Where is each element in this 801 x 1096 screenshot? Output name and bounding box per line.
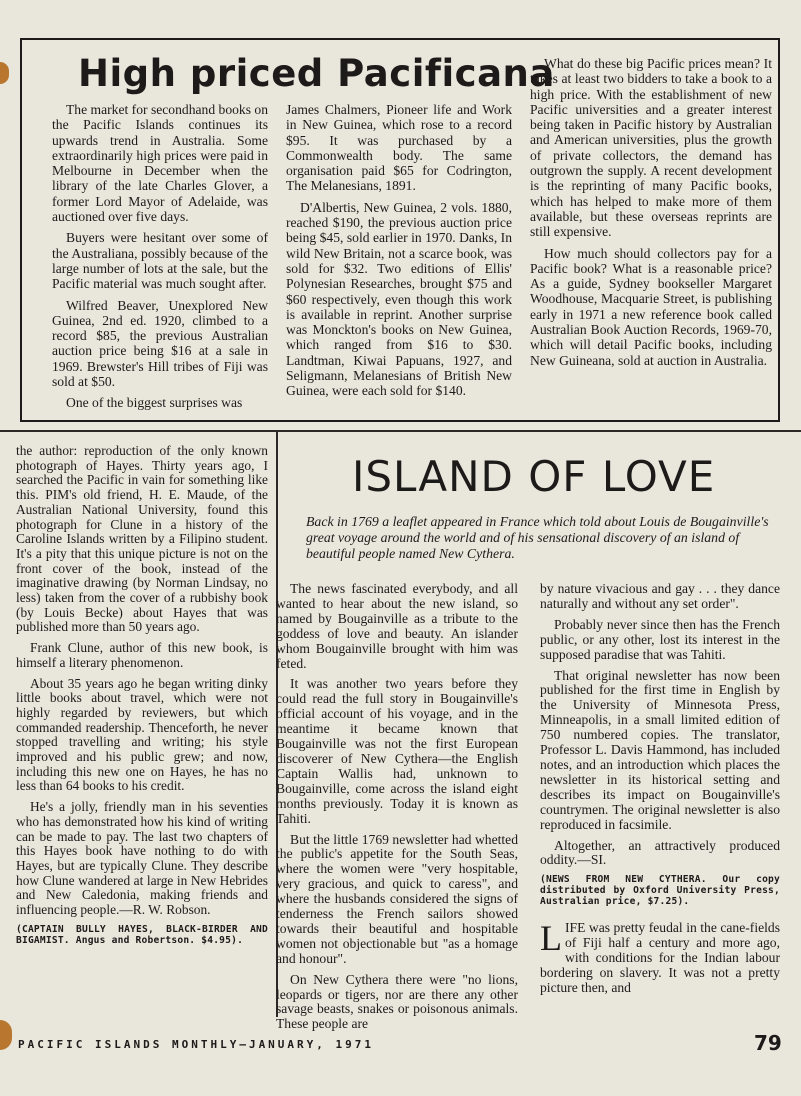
next-article-text: IFE was pretty feudal in the cane-fields of Fiji half a century and more ago, with conditions for the Indian labour bordering on slavery. It was not a pretty picture then, and bbox=[540, 920, 780, 995]
paragraph: One of the biggest surprises was bbox=[66, 395, 243, 411]
article2-column-2 bbox=[540, 582, 780, 996]
book-citation: (CAPTAIN BULLY HAYES, BLACK-BIRDER AND BIGAMIST. Angus and Robertson. $4.95). bbox=[16, 923, 268, 946]
paragraph: On New Cythera there were "no lions, leopards or tigers, nor are there any other savage beasts, snakes or poisonous animals. These people are bbox=[276, 971, 518, 1032]
horizontal-divider bbox=[0, 430, 801, 432]
paragraph: Altogether, an attractively produced oddity.—SI. bbox=[540, 837, 780, 868]
paragraph: the author: reproduction of the only known photograph of Hayes. Thirty years ago, I searched the Pacific in vain for something like this. PIM's old friend, H. E. Maude, of the Australian National University, found this photograph for Clune in a history of the Caroline Islands written by a Filipino student. It's a pity that this unique picture is not on the front cover of the book, instead of the imaginative drawing (by Norman Lindsay, no less) taken from the cover of a rubbishy book (by Louis Becke) about Hayes that was published more than 50 years ago. bbox=[16, 443, 268, 635]
paragraph: The news fascinated everybody, and all wanted to hear about the new island, so named by Bougainville as a tribute to the goddess of love and beauty. An islander whom Bougainville brought with him was feted. bbox=[276, 581, 518, 671]
paragraph: It was another two years before they could read the full story in Bougainville's official account of his voyage, and in the meantime it became known that Bougainville was not the first European discoverer of New Cythera—the English Captain Wallis had, unknown to Bougainville, come across the island eight months previously. Today it is known as Tahiti. bbox=[276, 676, 518, 826]
review-continued-column bbox=[16, 444, 268, 946]
paragraph: He's a jolly, friendly man in his seventies who has demonstrated how his kind of writing can be made to pay. The last two chapters of this Hayes book have nothing to do with Hayes, but are typically Clune. They describe how Clune wandered at large in New Hebrides and New Caledonia, making friends and influencing people.—R. W. Robson. bbox=[16, 799, 268, 918]
article1-column-3 bbox=[530, 56, 772, 374]
drop-cap: L bbox=[540, 918, 562, 959]
paragraph: James Chalmers, Pioneer life and Work in New Guinea, which rose to a record $95. It was purchased by a Commonwealth body. The same organisation paid $65 for Codrington, The Melanesians, 1891. bbox=[286, 102, 512, 194]
paragraph: How much should collectors pay for a Pacific book? What is a reasonable price? As a guide, Sydney bookseller Margaret Woodhouse, Macquarie Street, is publishing early in 1971 a new reference book called Australian Book Auction Records, 1969-70, which will detail Pacific books, including New Guineana, sold at auction in Australia. bbox=[530, 245, 772, 368]
article-intro: Back in 1769 a leaflet appeared in France which told about Louis de Bougainville's great voyage around the world and of his sensational discovery of an island of beautiful people named New Cythera. bbox=[306, 514, 769, 561]
paragraph: Wilfred Beaver, Unexplored New Guinea, 2nd ed. 1920, climbed to a record $85, the previous Australian auction price being $16 at a sale in 1969. Brewster's Hill tribes of Fiji was sold at $50. bbox=[52, 297, 268, 390]
paragraph: D'Albertis, New Guinea, 2 vols. 1880, reached $190, the previous auction price being $45, sold earlier in 1970. Danks, In wild New Britain, not a scarce book, was sold for $32. Two editions of Ellis' Polynesian Researches, brought $75 and $60 respectively, even though this work is available in reprint. Another surprise was Monckton's books on New Guinea, which ranged from $16 to $30. Landtman, Kiwai Papuans, 1927, and Seligmann, Melanesians of British New Guinea, were each sold for $140. bbox=[286, 199, 512, 399]
paragraph: But the little 1769 newsletter had whetted the public's appetite for the South Seas, where the women were "very hospitable, very gracious, and quick to caress", and where the husbands considered the signs of tenderness the French sailors showed towards their beautiful and hospitable women not objectionable but "as a homage and honour". bbox=[276, 831, 518, 966]
page-footer bbox=[0, 1031, 801, 1058]
paragraph: About 35 years ago he began writing dinky little books about travel, which were not highly regarded by reviewers, but which commanded readership. Thenceforth, he never stopped travelling and writing; his style improved and his public grew; and now, including this new one on Hayes, he has no less than 64 books to his credit. bbox=[16, 675, 268, 794]
paragraph: Probably never since then has the French public, or any other, lost its interest in the supposed paradise that was Tahiti. bbox=[540, 616, 780, 662]
paragraph: What do these big Pacific prices mean? It takes at least two bidders to take a book to a high price. With the establishment of new Pacific universities and a greater interest being taken in Pacific history by Australian and American universities, plus the growth of private collectors, the demand has outgrown the supply. A recent development is the reprinting of many Pacific books, which has helped to make more of them available, but these overseas reprints are still expensive. bbox=[530, 56, 772, 240]
paragraph: by nature vivacious and gay . . . they dance naturally and without any set order". bbox=[540, 581, 780, 611]
page-edge-mark-top bbox=[0, 62, 9, 84]
book-citation: (NEWS FROM NEW CYTHERA. Our copy distributed by Oxford University Press, Australian price, $7.25). bbox=[540, 874, 780, 908]
article-title-high-priced-pacificana: High priced Pacificana bbox=[78, 52, 555, 95]
article2-column-1 bbox=[276, 582, 518, 1038]
paragraph: The market for secondhand books on the Pacific Islands continues its upwards trend in Australia. Some extraordinarily high prices were paid in Melbourne in December when the library of the late Charles Glover, a former Lord Mayor of Adelaide, was auctioned over five days. bbox=[52, 102, 268, 225]
paragraph: Buyers were hesitant over some of the Australiana, possibly because of the large number of lots at the sale, but the Pacific material was much sought after. bbox=[52, 230, 268, 292]
article1-column-2 bbox=[286, 102, 512, 405]
next-article-start bbox=[540, 918, 780, 996]
article-title-island-of-love: ISLAND OF LOVE bbox=[352, 452, 716, 501]
article1-column-1 bbox=[52, 102, 268, 417]
paragraph: That original newsletter has now been published for the first time in English by the University of Minnesota Press, Minneapolis, in a small limited edition of 750 numbered copies. The translator, Professor L. Davis Hammond, has included notes, and an introduction which places the newsletter in its historical setting and describes its impact on Bougainville's countrymen. The original newsletter is also reproduced in facsimile. bbox=[540, 667, 780, 832]
footer-publication: PACIFIC ISLANDS MONTHLY—JANUARY, 1971 bbox=[18, 1038, 375, 1051]
page-number: 79 bbox=[754, 1031, 782, 1055]
paragraph: Frank Clune, author of this new book, is himself a literary phenomenon. bbox=[16, 640, 268, 670]
